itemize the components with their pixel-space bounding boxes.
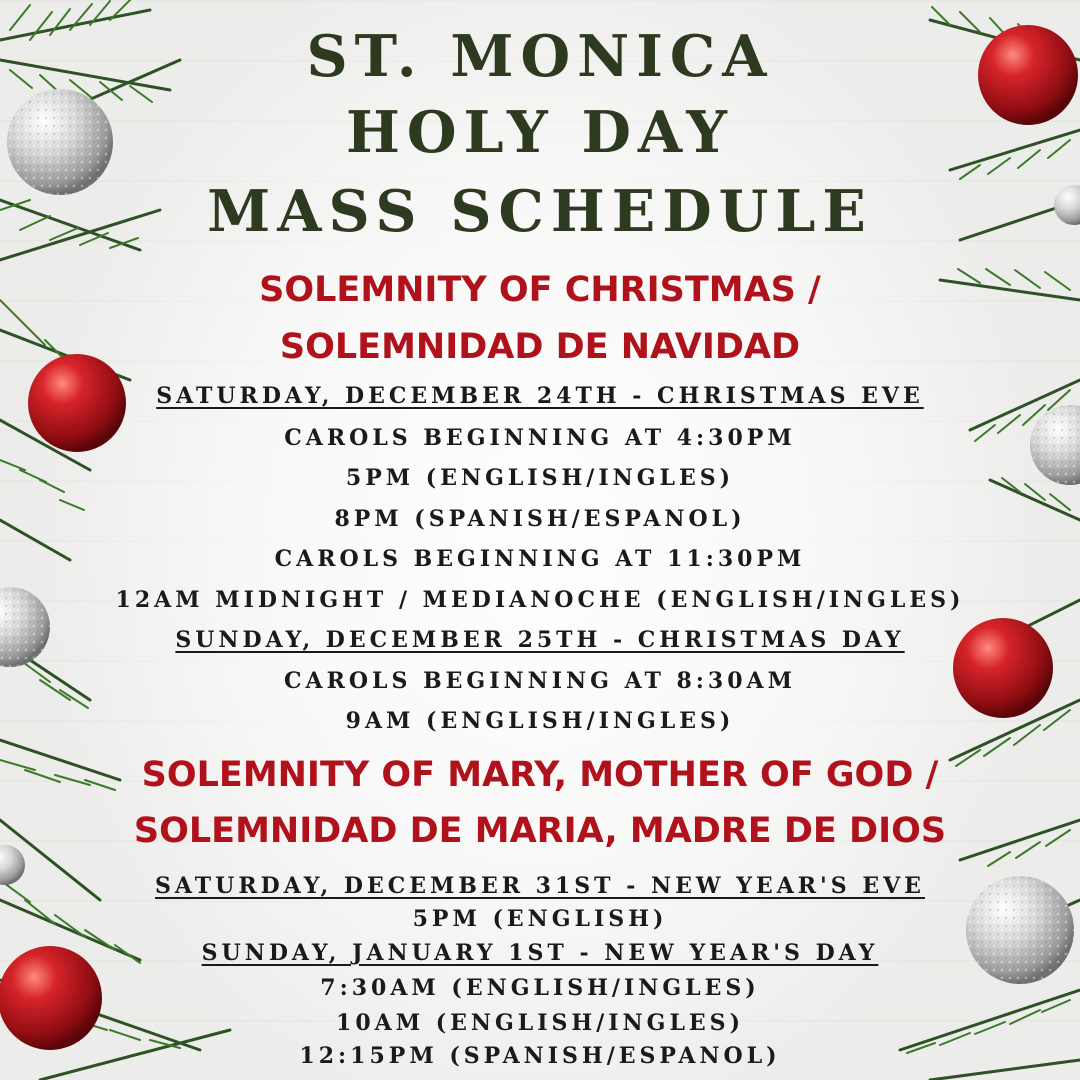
schedule-line: 8PM (SPANISH/ESPANOL) [334, 506, 746, 532]
new-years-day-date: SUNDAY, JANUARY 1ST - NEW YEAR'S DAY [201, 940, 879, 966]
schedule-line: 10AM (ENGLISH/INGLES) [336, 1010, 744, 1036]
schedule-line: CAROLS BEGINNING AT 11:30PM [274, 546, 806, 572]
christmas-eve-date: SATURDAY, DECEMBER 24TH - CHRISTMAS EVE [156, 383, 924, 409]
mary-heading-en: SOLEMNITY OF MARY, MOTHER OF GOD / [141, 755, 939, 795]
title-line-1: ST. MONICA [306, 23, 774, 90]
christmas-heading-es: SOLEMNIDAD DE NAVIDAD [279, 327, 801, 367]
title-line-3: MASS SCHEDULE [207, 178, 873, 245]
schedule-line: 5PM (ENGLISH) [412, 906, 668, 932]
schedule-line: 12AM MIDNIGHT / MEDIANOCHE (ENGLISH/INGLES) [115, 587, 965, 613]
title-line-2: HOLY DAY [346, 99, 734, 166]
schedule-line: 5PM (ENGLISH/INGLES) [345, 465, 735, 491]
christmas-day-date: SUNDAY, DECEMBER 25TH - CHRISTMAS DAY [175, 627, 905, 653]
schedule-line: 12:15PM (SPANISH/ESPANOL) [299, 1043, 781, 1069]
schedule-line: 7:30AM (ENGLISH/INGLES) [320, 975, 760, 1001]
schedule-line: CAROLS BEGINNING AT 8:30AM [284, 668, 796, 694]
new-years-eve-date: SATURDAY, DECEMBER 31ST - NEW YEAR'S EVE [155, 873, 925, 899]
schedule-line: CAROLS BEGINNING AT 4:30PM [284, 425, 796, 451]
schedule-line: 9AM (ENGLISH/INGLES) [345, 708, 735, 734]
christmas-heading-en: SOLEMNITY OF CHRISTMAS / [259, 270, 821, 310]
mary-heading-es: SOLEMNIDAD DE MARIA, MADRE DE DIOS [133, 811, 947, 851]
